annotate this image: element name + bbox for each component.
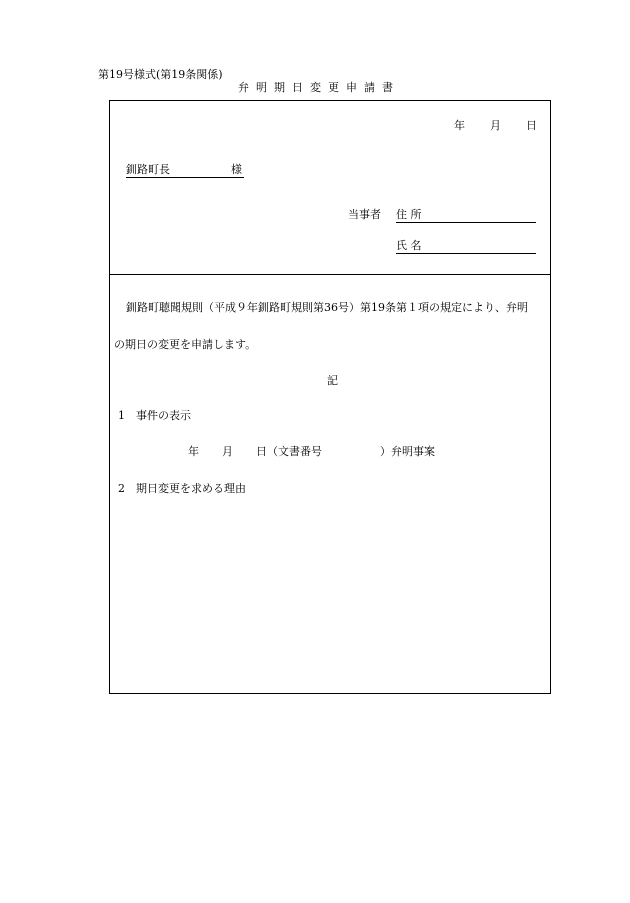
body-line-2: の期日の変更を申請します。	[114, 338, 257, 351]
item-1-close: ）弁明事案	[380, 445, 435, 458]
document-title: 弁明期日変更申請書	[238, 81, 400, 94]
item-2-label: 2 期日変更を求める理由	[118, 482, 246, 495]
form-frame	[109, 100, 551, 694]
form-number: 第19号様式(第19条関係)	[98, 68, 223, 81]
ki-heading: 記	[327, 374, 338, 387]
applicant-address-label: 住 所	[396, 208, 422, 221]
applicant-role: 当事者	[348, 208, 381, 221]
date-month-label: 月	[490, 119, 501, 132]
item-1-month: 月	[222, 445, 233, 458]
addressee-line	[126, 163, 244, 178]
item-1-year: 年	[188, 445, 199, 458]
applicant-address-field[interactable]	[396, 208, 536, 223]
item-1-day-docno: 日（文書番号	[256, 445, 322, 458]
addressee-name: 釧路町長	[126, 163, 170, 176]
applicant-name-field[interactable]	[396, 239, 536, 254]
date-day-label: 日	[526, 119, 537, 132]
item-1-label: 1 事件の表示	[118, 409, 191, 422]
applicant-name-label: 氏 名	[396, 239, 422, 252]
body-line-1: 釧路町聴聞規則（平成９年釧路町規則第36号）第19条第１項の規定により、弁明	[126, 301, 528, 314]
section-divider	[110, 274, 550, 275]
addressee-honorific: 様	[231, 163, 242, 176]
date-year-label: 年	[454, 119, 465, 132]
